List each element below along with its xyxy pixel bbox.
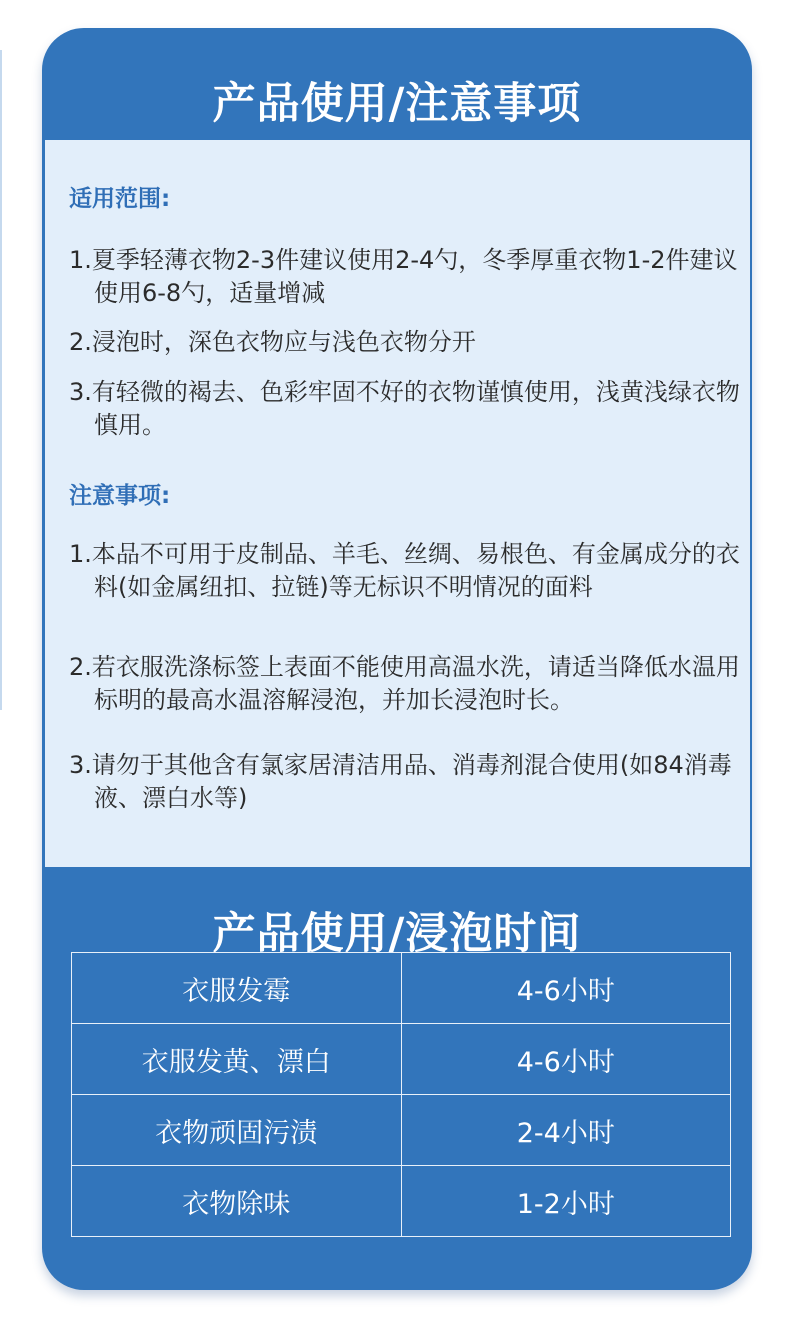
soak-item-cell: 衣服发黄、漂白 bbox=[72, 1024, 402, 1095]
soak-item-cell: 衣服发霉 bbox=[72, 953, 402, 1024]
soak-duration-cell: 1-2小时 bbox=[401, 1166, 730, 1237]
notes-item-2: 2.若衣服洗涤标签上表面不能使用高温水洗，请适当降低水温用标明的最高水温溶解浸泡，并加长浸泡时长。 bbox=[69, 653, 740, 714]
notes-item-1: 1.本品不可用于皮制品、羊毛、丝绸、易根色、有金属成分的衣料(如金属纽扣、拉链)等无标识不明情况的面料 bbox=[69, 540, 740, 601]
soak-time-table bbox=[71, 952, 731, 1237]
usage-notes-title: 产品使用/注意事项 bbox=[212, 79, 582, 129]
scope-item-2: 2.浸泡时，深色衣物应与浅色衣物分开 bbox=[69, 328, 476, 356]
soak-time-title: 产品使用/浸泡时间 bbox=[212, 909, 582, 959]
soak-item-cell: 衣物顽固污渍 bbox=[72, 1095, 402, 1166]
edge-divider bbox=[0, 50, 2, 710]
table-row bbox=[72, 1166, 731, 1237]
info-card bbox=[42, 28, 752, 1290]
scope-heading: 适用范围: bbox=[69, 186, 171, 212]
notes-item-3: 3.请勿于其他含有氯家居清洁用品、消毒剂混合使用(如84消毒液、漂白水等) bbox=[69, 751, 732, 812]
table-row bbox=[72, 953, 731, 1024]
soak-item-cell: 衣物除味 bbox=[72, 1166, 402, 1237]
soak-duration-cell: 4-6小时 bbox=[401, 953, 730, 1024]
scope-item-3: 3.有轻微的褐去、色彩牢固不好的衣物谨慎使用，浅黄浅绿衣物慎用。 bbox=[69, 378, 740, 439]
table-row bbox=[72, 1095, 731, 1166]
table-row bbox=[72, 1024, 731, 1095]
soak-duration-cell: 2-4小时 bbox=[401, 1095, 730, 1166]
usage-notes-panel bbox=[45, 140, 750, 867]
notes-heading: 注意事项: bbox=[69, 483, 171, 509]
soak-duration-cell: 4-6小时 bbox=[401, 1024, 730, 1095]
scope-item-1: 1.夏季轻薄衣物2-3件建议使用2-4勺，冬季厚重衣物1-2件建议使用6-8勺，适量增减 bbox=[69, 246, 738, 307]
